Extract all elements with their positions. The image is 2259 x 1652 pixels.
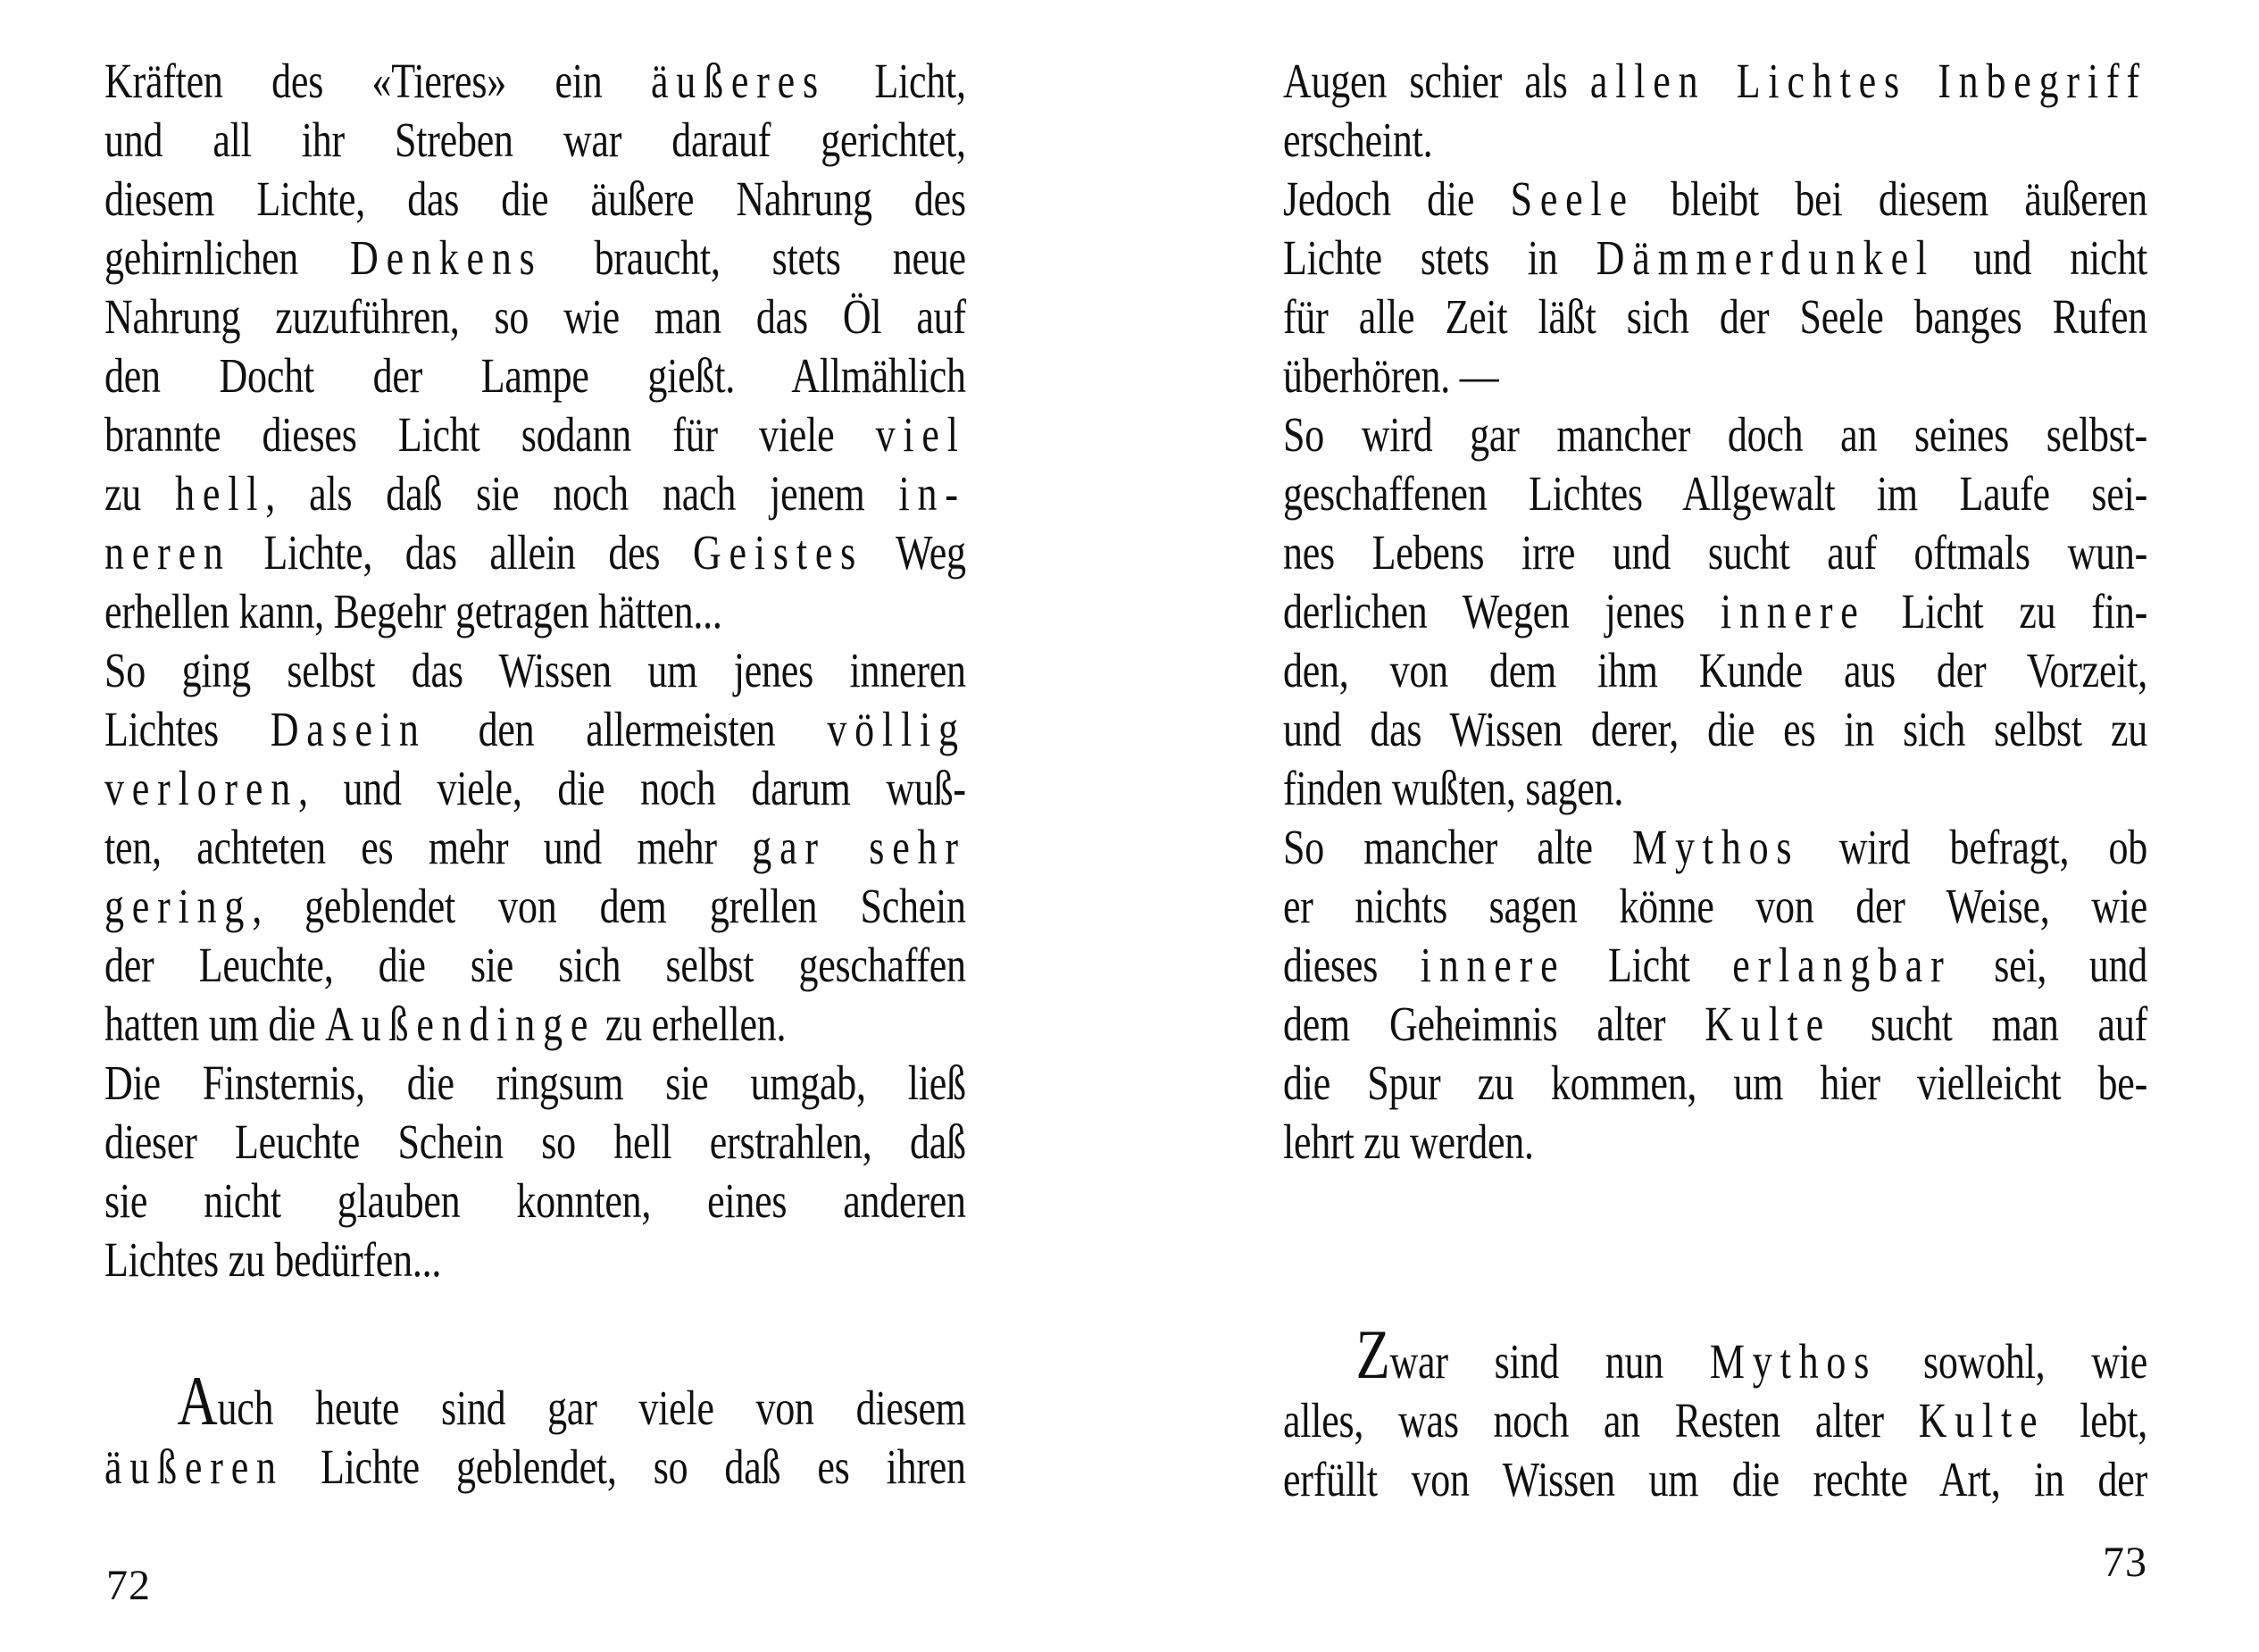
text-line (104, 229, 966, 288)
text-run: lehrt zu werden. (1283, 1114, 1534, 1169)
text-run: dieser Leuchte Schein so hell erstrahlen, daß (104, 1114, 966, 1169)
text-line (104, 1231, 966, 1289)
letterspaced-emphasis: erlangbar (1732, 938, 1952, 992)
text-run: Weg (863, 525, 966, 580)
text-line (104, 936, 966, 995)
page-number-left: 72 (106, 1562, 151, 1609)
text-line (1283, 936, 2147, 995)
text-run: Nahrung zuzuführen, so wie man das Öl auf (104, 289, 966, 344)
text-line (104, 1362, 966, 1439)
text-run: Jedoch die (1283, 171, 1511, 226)
text-run: er nichts sagen könne von der Weise, wie (1283, 879, 2147, 933)
letterspaced-emphasis: verloren (104, 761, 298, 815)
letterspaced-emphasis: gar sehr (752, 820, 966, 874)
text-line (1283, 288, 2147, 346)
text-run: den, von dem ihm Kunde aus der Vorzeit, (1283, 643, 2147, 697)
text-run: die Spur zu kommen, um hier vielleicht be- (1283, 1055, 2147, 1110)
text-line (1283, 1391, 2147, 1450)
text-line (104, 995, 966, 1054)
text-run: Die Finsternis, die ringsum sie umgab, ließ (104, 1055, 966, 1110)
text-run: zu (104, 466, 176, 521)
letterspaced-emphasis: Kulte (1705, 997, 1832, 1051)
text-run: derlichen Wegen jenes (1283, 584, 1721, 638)
text-run: hatten um die (104, 997, 326, 1051)
text-run: geschaffenen Lichtes Allgewalt im Laufe sei- (1283, 466, 2147, 521)
text-line (104, 1113, 966, 1172)
text-line (1283, 1054, 2147, 1113)
text-line (104, 1438, 966, 1497)
text-run: , geblendet von dem grellen Schein (252, 879, 966, 933)
text-run: , als daß sie noch nach jenem (265, 466, 899, 521)
text-line (1283, 582, 2147, 641)
page-72-text-column (104, 52, 966, 1497)
text-line (1283, 1450, 2147, 1509)
page-73-text-column (1283, 52, 2147, 1509)
letterspaced-emphasis: Seele (1510, 171, 1635, 226)
text-line (104, 405, 966, 464)
text-run: den allermeisten (426, 702, 828, 756)
text-run: So wird gar mancher doch an seines selbst- (1283, 407, 2147, 462)
text-run: erhellen kann, Begehr getragen hätten... (104, 584, 722, 638)
text-line (104, 1172, 966, 1231)
letterspaced-emphasis: Außendinge (325, 997, 596, 1051)
text-run: alles, was noch an Resten alter (1283, 1393, 1919, 1448)
text-line (1283, 523, 2147, 582)
letterspaced-emphasis: hell (175, 466, 266, 521)
text-line (1283, 111, 2147, 170)
text-run: Kräften des «Tieres» ein (104, 54, 651, 108)
text-line (1283, 170, 2147, 229)
text-line (1283, 641, 2147, 700)
text-line (1283, 1113, 2147, 1172)
text-line (104, 582, 966, 641)
text-run: und das Wissen derer, die es in sich selbst zu (1283, 702, 2147, 756)
letterspaced-emphasis: Kulte (1918, 1393, 2046, 1448)
text-line (1283, 700, 2147, 759)
text-run: Lichte stets in (1283, 230, 1596, 285)
text-run: Lichtes zu bedürfen... (104, 1232, 442, 1287)
text-line (104, 759, 966, 818)
text-run: finden wußten, sagen. (1283, 761, 1624, 815)
letterspaced-emphasis: in- (898, 466, 966, 521)
letterspaced-emphasis: äußeres (650, 54, 826, 108)
text-run: Lichtes (104, 702, 271, 756)
paragraph-gap (104, 1289, 966, 1379)
text-line (104, 346, 966, 405)
letterspaced-emphasis: viel (875, 407, 966, 462)
text-run: für alle Zeit läßt sich der Seele banges Rufen (1283, 289, 2147, 344)
text-run: ten, achteten es mehr und mehr (104, 820, 753, 874)
text-run: uch heute sind gar viele von diesem (217, 1381, 966, 1435)
text-line (104, 877, 966, 936)
text-line (104, 111, 966, 170)
text-run: der Leuchte, die sie sich selbst geschaffen (104, 938, 966, 992)
letterspaced-emphasis: Dasein (270, 702, 427, 756)
text-run: war sind nun (1389, 1334, 1710, 1389)
text-run: brannte dieses Licht sodann für viele (104, 407, 876, 462)
letterspaced-emphasis: innere (1720, 584, 1866, 638)
text-run: bleibt bei diesem äußeren (1634, 171, 2147, 226)
text-line (1283, 346, 2147, 405)
text-run: Lichte, das allein des (230, 525, 693, 580)
text-run: nes Lebens irre und sucht auf oftmals wun- (1283, 525, 2147, 580)
text-run: So mancher alte (1283, 820, 1633, 874)
text-line (1283, 995, 2147, 1054)
text-line (104, 818, 966, 877)
letterspaced-emphasis: Dämmerdunkel (1596, 230, 1935, 285)
text-run: Licht (1565, 938, 1733, 992)
text-line (104, 700, 966, 759)
text-run: sowohl, wie (1877, 1334, 2148, 1389)
text-line (1283, 1315, 2148, 1393)
text-line (1283, 229, 2147, 288)
text-run: Lichte geblendet, so daß es ihren (283, 1439, 966, 1494)
letterspaced-emphasis: völlig (827, 702, 966, 756)
letterspaced-emphasis: gering (104, 879, 253, 933)
text-run: wird befragt, ob (1799, 820, 2147, 874)
letterspaced-emphasis: neren (104, 525, 231, 580)
text-line (104, 52, 966, 111)
letterspaced-emphasis: allen Lichtes Inbegriff (1589, 54, 2147, 108)
letterspaced-emphasis: Denkens (350, 230, 543, 285)
text-run: Licht, (825, 54, 966, 108)
text-run: lebt, (2045, 1393, 2147, 1448)
text-line (104, 523, 966, 582)
text-run: erscheint. (1283, 113, 1433, 167)
text-line (104, 641, 966, 700)
text-line (1283, 52, 2147, 111)
text-run: , und viele, die noch darum wuß- (298, 761, 966, 815)
letterspaced-emphasis: innere (1420, 938, 1566, 992)
text-line (1283, 405, 2147, 464)
text-line (1283, 759, 2147, 818)
text-line (104, 288, 966, 346)
text-run: diesem Lichte, das die äußere Nahrung des (104, 171, 966, 226)
text-run: Licht zu fin- (1865, 584, 2147, 638)
text-run: den Docht der Lampe gießt. Allmählich (104, 348, 966, 403)
text-run: zu erhellen. (596, 997, 787, 1051)
text-run: und all ihr Streben war darauf gerichtet, (104, 113, 966, 167)
letterspaced-emphasis: äußeren (104, 1439, 284, 1494)
text-line (1283, 464, 2147, 523)
text-line (104, 170, 966, 229)
text-run: erfüllt von Wissen um die rechte Art, in der (1283, 1452, 2147, 1506)
text-run: sie nicht glauben konnten, eines anderen (104, 1173, 966, 1228)
text-run: und nicht (1934, 230, 2147, 285)
paragraph-gap (1283, 1172, 2147, 1332)
text-line (1283, 818, 2147, 877)
text-line (104, 464, 966, 523)
letterspaced-emphasis: Mythos (1632, 820, 1800, 874)
text-line (104, 1054, 966, 1113)
letterspaced-emphasis: Geistes (692, 525, 864, 580)
text-run: dieses (1283, 938, 1421, 992)
initial-capital: Z (1355, 1315, 1390, 1393)
text-line (1283, 877, 2147, 936)
text-run: gehirnlichen (104, 230, 351, 285)
text-run: sucht man auf (1831, 997, 2147, 1051)
text-run: So ging selbst das Wissen um jenes inneren (104, 643, 966, 697)
text-run: dem Geheimnis alter (1283, 997, 1705, 1051)
text-run: sei, und (1951, 938, 2147, 992)
initial-capital: A (177, 1362, 218, 1439)
text-run: überhören. — (1283, 348, 1499, 403)
page-number-right: 73 (2103, 1539, 2147, 1586)
text-run: braucht, stets neue (542, 230, 966, 285)
letterspaced-emphasis: Mythos (1709, 1334, 1878, 1389)
text-run: Augen schier als (1283, 54, 1590, 108)
